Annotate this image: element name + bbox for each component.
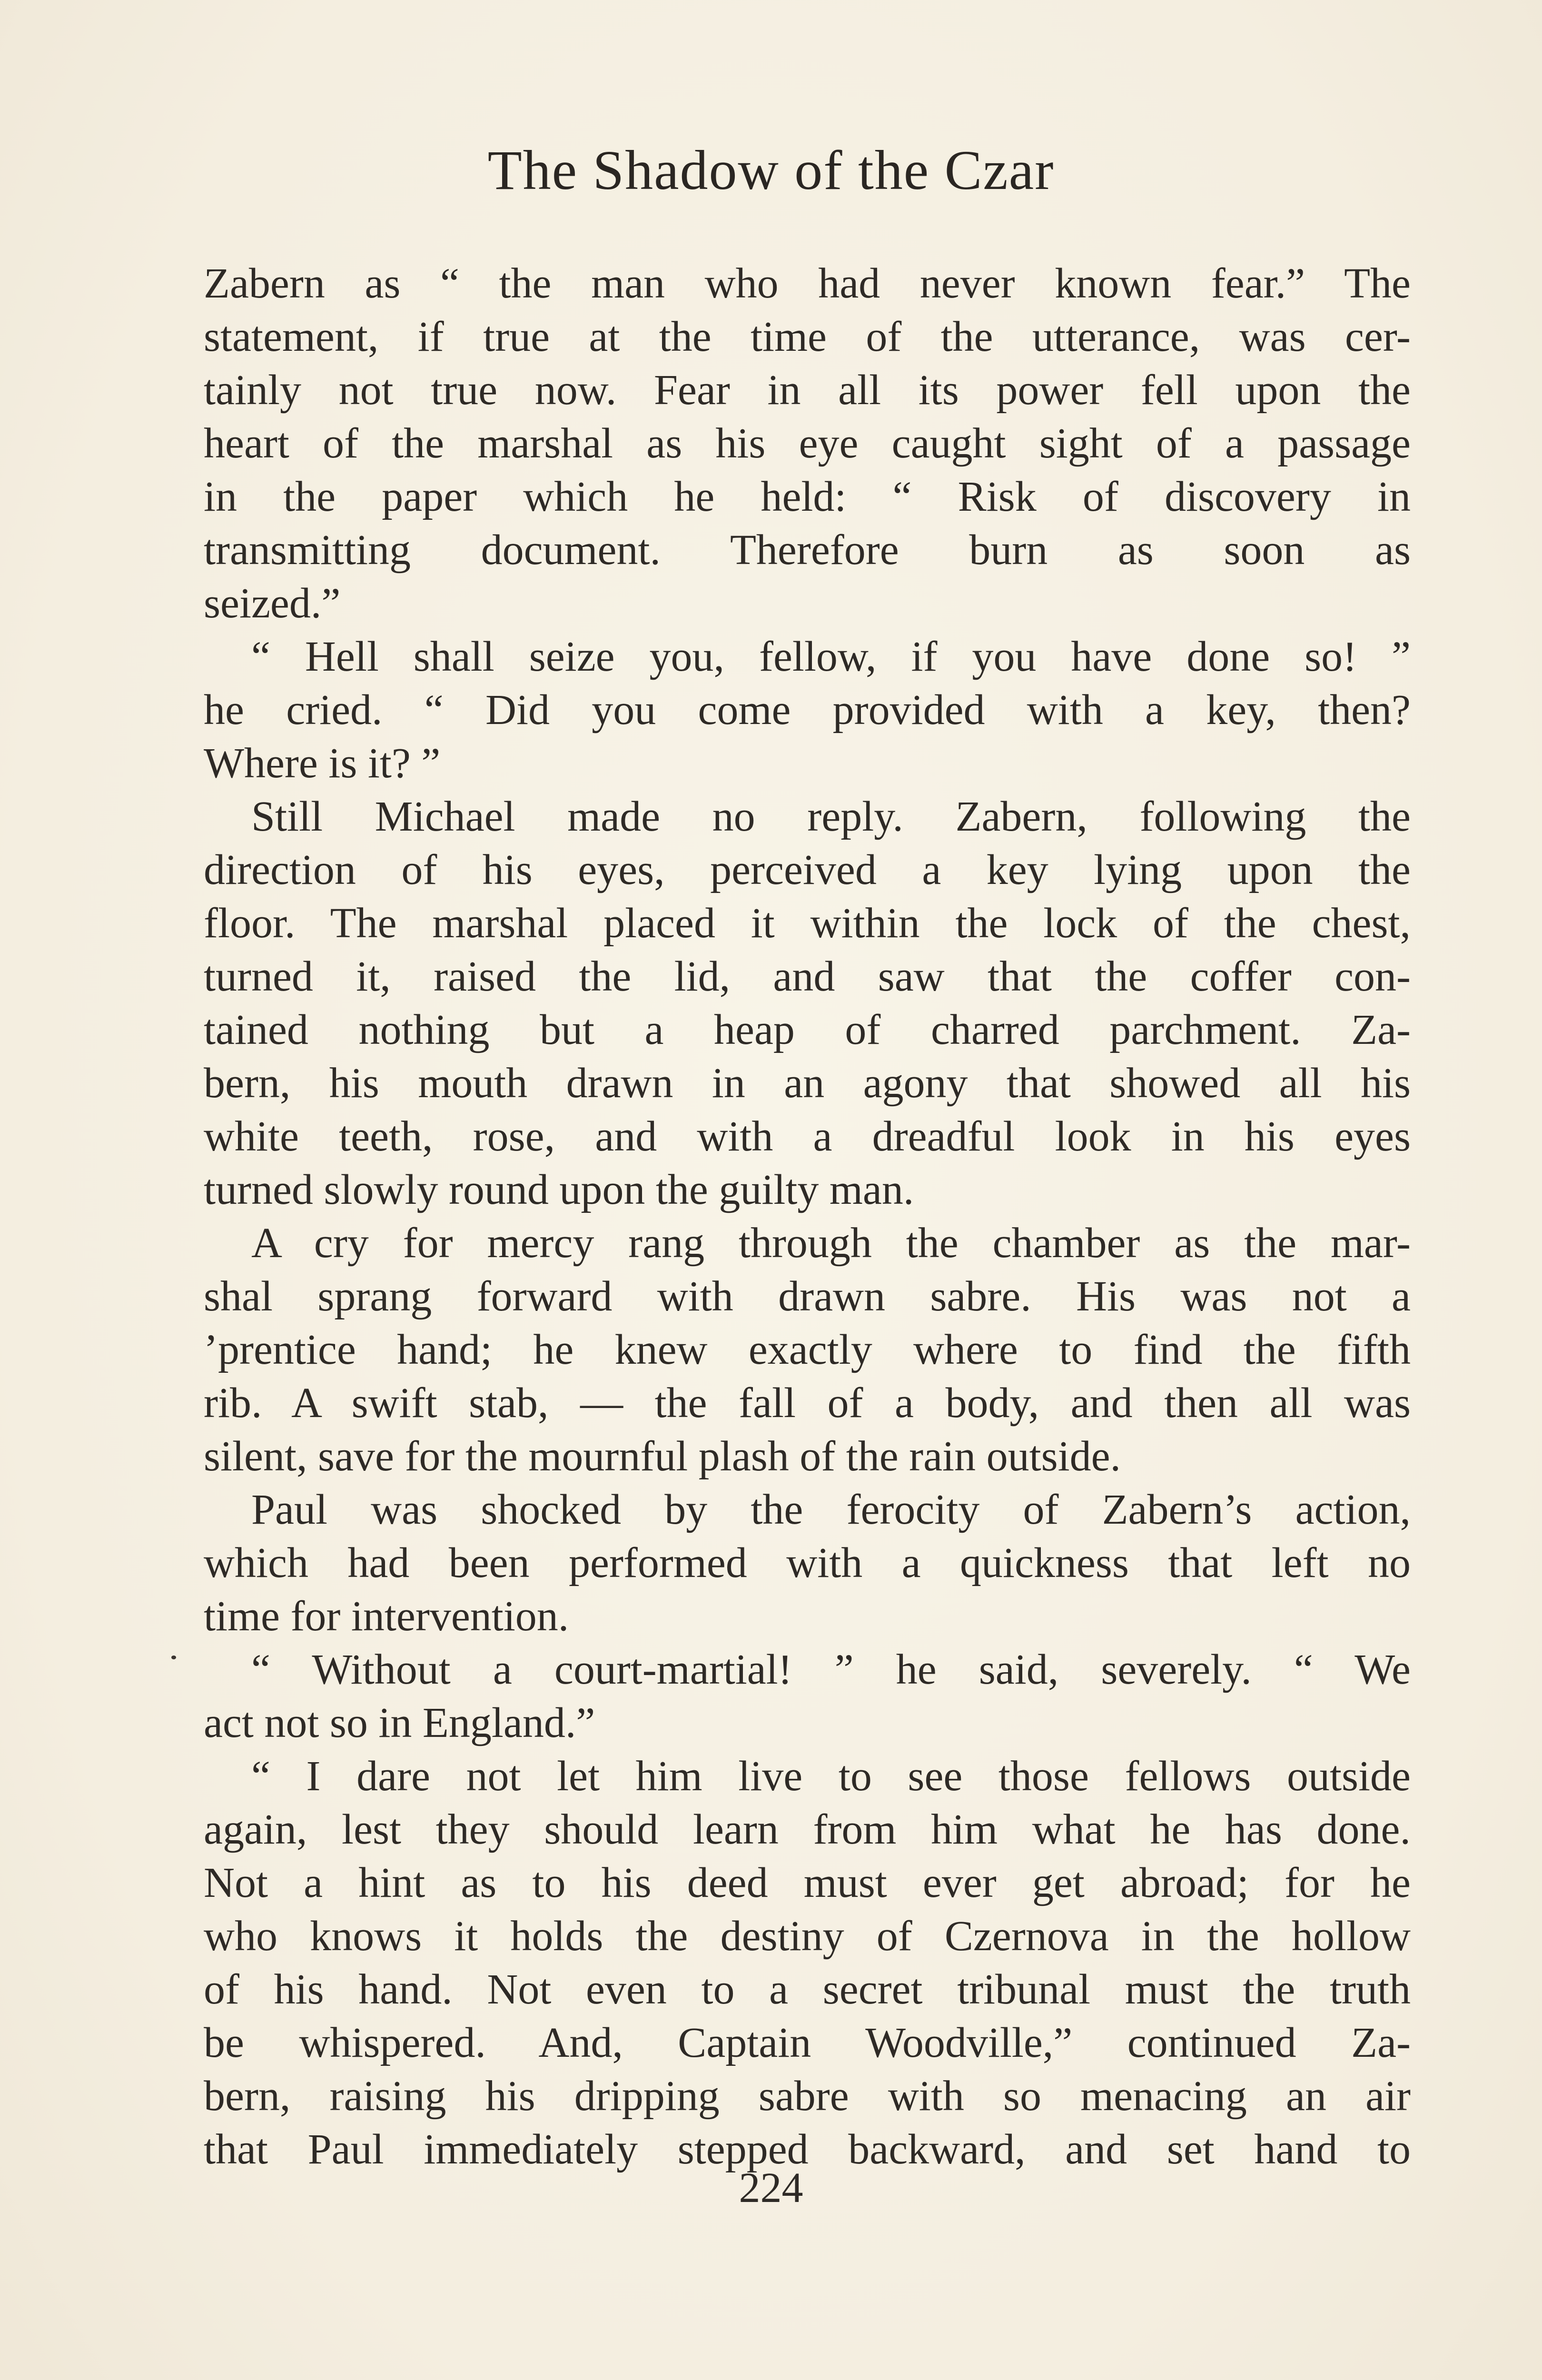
text-line: statement, if true at the time of the utterance, was cer- — [204, 313, 1411, 360]
text-line: act not so in England.” — [204, 1699, 595, 1746]
text-line: tainly not true now. Fear in all its power fell upon the — [204, 367, 1411, 414]
text-line: “ Without a court-martial! ” he said, severely. “ We — [251, 1646, 1411, 1693]
text-line: turned slowly round upon the guilty man. — [204, 1166, 914, 1213]
text-line: tained nothing but a heap of charred parchment. Za- — [204, 1006, 1411, 1053]
text-line: “ Hell shall seize you, fellow, if you have done so! ” — [251, 633, 1411, 680]
text-line: bern, raising his dripping sabre with so menacing an air — [204, 2073, 1411, 2120]
text-line: of his hand. Not even to a secret tribunal must the truth — [204, 1966, 1411, 2013]
text-line: Paul was shocked by the ferocity of Zabern’s action, — [251, 1486, 1411, 1533]
running-head: The Shadow of the Czar — [487, 139, 1055, 201]
text-line: who knows it holds the destiny of Czernova in the hollow — [204, 1913, 1411, 1960]
text-line: Still Michael made no reply. Zabern, following the — [251, 793, 1411, 840]
text-line: transmitting document. Therefore burn as soon as — [204, 526, 1411, 574]
text-line: that Paul immediately stepped backward, and set hand to — [204, 2126, 1411, 2173]
text-line: Zabern as “ the man who had never known fear.” The — [204, 260, 1411, 307]
ink-speck — [171, 1656, 176, 1659]
text-line: floor. The marshal placed it within the lock of the chest, — [204, 900, 1411, 947]
page-number: 224 — [739, 2164, 803, 2211]
text-line: he cried. “ Did you come provided with a key, then? — [204, 686, 1411, 734]
body-text — [204, 257, 1411, 2176]
text-line: silent, save for the mournful plash of the rain outside. — [204, 1433, 1121, 1480]
text-line: turned it, raised the lid, and saw that the coffer con- — [204, 953, 1411, 1000]
text-line: white teeth, rose, and with a dreadful look in his eyes — [204, 1113, 1411, 1160]
text-line: time for intervention. — [204, 1593, 569, 1640]
text-line: heart of the marshal as his eye caught sight of a passage — [204, 420, 1411, 467]
text-line: seized.” — [204, 580, 341, 627]
text-line: rib. A swift stab, — the fall of a body, and then all was — [204, 1379, 1411, 1427]
text-line: Not a hint as to his deed must ever get abroad; for he — [204, 1859, 1411, 1906]
text-line: A cry for mercy rang through the chamber as the mar- — [251, 1220, 1411, 1267]
text-line: in the paper which he held: “ Risk of discovery in — [204, 473, 1411, 520]
text-line: shal sprang forward with drawn sabre. His was not a — [204, 1273, 1411, 1320]
text-line: direction of his eyes, perceived a key lying upon the — [204, 846, 1411, 893]
text-line: be whispered. And, Captain Woodville,” continued Za- — [204, 2019, 1411, 2066]
text-line: which had been performed with a quickness that left no — [204, 1539, 1411, 1587]
text-line: again, lest they should learn from him what he has done. — [204, 1806, 1411, 1853]
text-line: Where is it? ” — [204, 740, 441, 787]
text-line: ’prentice hand; he knew exactly where to find the fifth — [204, 1326, 1411, 1373]
text-line: “ I dare not let him live to see those fellows outside — [251, 1753, 1411, 1800]
text-line: bern, his mouth drawn in an agony that showed all his — [204, 1060, 1411, 1107]
